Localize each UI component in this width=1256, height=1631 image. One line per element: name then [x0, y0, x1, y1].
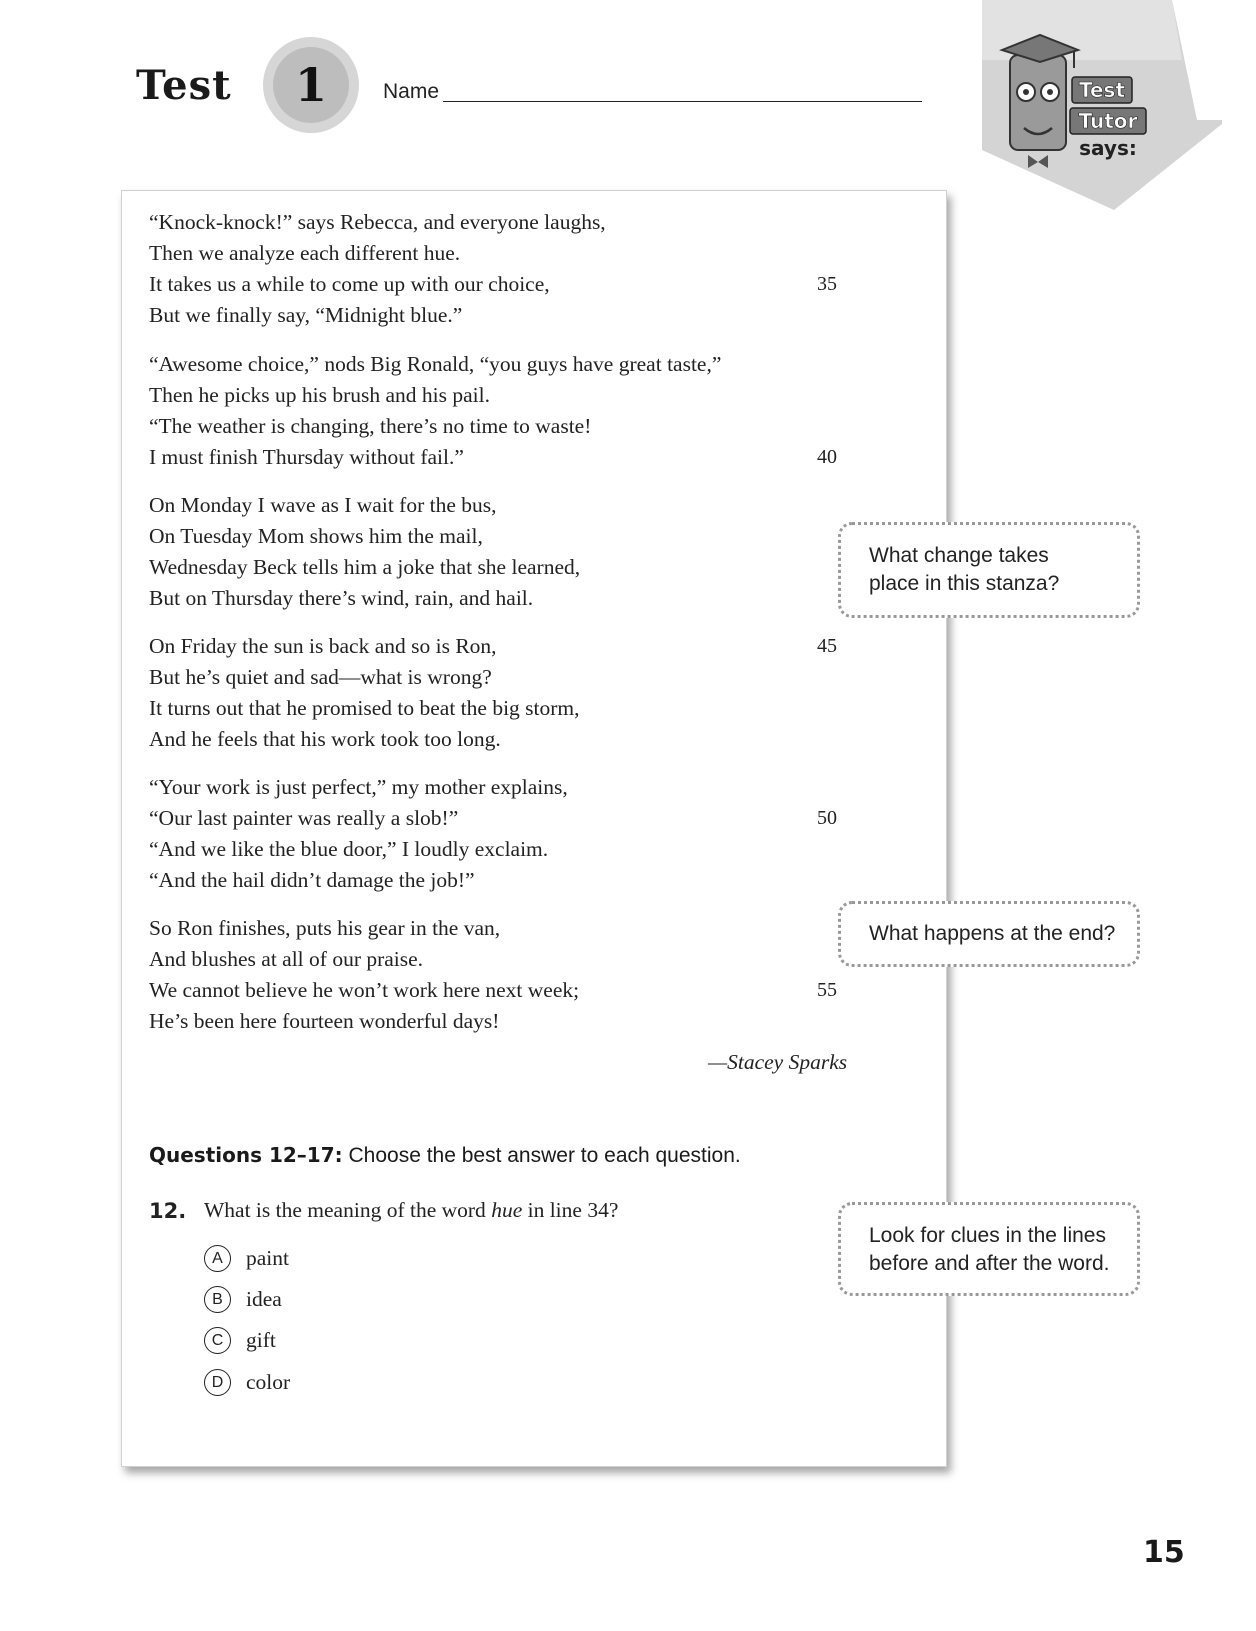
line-number: 40	[817, 446, 837, 468]
poem-line: We cannot believe he won’t work here next week; 55	[149, 975, 869, 1006]
option-text: idea	[246, 1286, 282, 1311]
poem-line: And blushes at all of our praise.	[149, 947, 424, 971]
poem-stanza	[149, 490, 869, 614]
option-bubble[interactable]: B	[204, 1286, 231, 1313]
poem-line: It turns out that he promised to beat the big storm,	[149, 696, 580, 720]
tutor-tip-stanza-change: What change takes place in this stanza?	[838, 522, 1140, 618]
option-text: gift	[246, 1327, 276, 1352]
poem-line: Then we analyze each different hue.	[149, 241, 461, 265]
tutor-tip-clues: Look for clues in the lines before and after the word.	[838, 1202, 1140, 1296]
option-bubble[interactable]: D	[204, 1369, 231, 1396]
question-text: What is the meaning of the word hue in line 34?	[204, 1198, 619, 1222]
poem-stanza	[149, 349, 869, 473]
test-number-badge	[263, 37, 359, 133]
answer-option-c[interactable]	[204, 1325, 276, 1355]
poem-line: Then he picks up his brush and his pail.	[149, 383, 490, 407]
line-number: 55	[817, 979, 837, 1001]
poem-line: And he feels that his work took too long.	[149, 727, 501, 751]
test-number: 1	[273, 47, 349, 123]
poem-line: It takes us a while to come up with our choice, 35	[149, 269, 869, 300]
poem-author: —Stacey Sparks	[708, 1050, 848, 1074]
poem-line: On Tuesday Mom shows him the mail,	[149, 524, 483, 548]
line-number: 35	[817, 273, 837, 295]
test-tutor-mascot	[962, 0, 1222, 210]
poem-stanza	[149, 631, 869, 755]
poem-line: “Your work is just perfect,” my mother explains,	[149, 775, 568, 799]
name-label: Name	[383, 80, 440, 103]
poem-line: But we finally say, “Midnight blue.”	[149, 303, 463, 327]
poem-line: But he’s quiet and sad—what is wrong?	[149, 665, 492, 689]
poem-line: “Knock-knock!” says Rebecca, and everyone laughs,	[149, 210, 606, 234]
answer-option-d[interactable]	[204, 1367, 290, 1397]
poem-line: So Ron finishes, puts his gear in the van,	[149, 916, 501, 940]
questions-instruction	[149, 1143, 741, 1168]
poem-stanza	[149, 913, 869, 1037]
poem-stanza	[149, 772, 869, 896]
test-label: Test	[136, 62, 232, 109]
poem-line: I must finish Thursday without fail.” 40	[149, 442, 869, 473]
poem-line: On Friday the sun is back and so is Ron, 45	[149, 631, 869, 662]
answer-option-a[interactable]	[204, 1243, 289, 1273]
tutor-line1: Test	[1078, 78, 1126, 102]
poem-stanza	[149, 207, 869, 331]
line-number: 45	[817, 635, 837, 657]
option-bubble[interactable]: A	[204, 1245, 231, 1272]
name-field-line[interactable]	[443, 101, 922, 102]
question-number: 12.	[149, 1199, 187, 1223]
option-bubble[interactable]: C	[204, 1327, 231, 1354]
poem-line: “The weather is changing, there’s no time to waste!	[149, 414, 592, 438]
tutor-tip-end: What happens at the end?	[838, 901, 1140, 967]
poem-line: “Our last painter was really a slob!” 50	[149, 803, 869, 834]
poem-line: Wednesday Beck tells him a joke that she learned,	[149, 555, 581, 579]
tutor-line2: Tutor	[1078, 109, 1138, 133]
line-number: 50	[817, 807, 837, 829]
option-text: color	[246, 1369, 291, 1394]
tutor-line3: says:	[1079, 136, 1137, 160]
answer-option-b[interactable]	[204, 1284, 282, 1314]
poem-line: “And we like the blue door,” I loudly exclaim.	[149, 837, 549, 861]
poem-line: But on Thursday there’s wind, rain, and hail.	[149, 586, 534, 610]
poem-line: “And the hail didn’t damage the job!”	[149, 868, 475, 892]
poem-line: “Awesome choice,” nods Big Ronald, “you guys have great taste,”	[149, 352, 722, 376]
option-text: paint	[246, 1245, 289, 1270]
questions-heading: Questions 12–17:	[149, 1143, 343, 1167]
page-number: 15	[1143, 1535, 1185, 1570]
poem-line: He’s been here fourteen wonderful days!	[149, 1009, 500, 1033]
questions-instruction-text: Choose the best answer to each question.	[348, 1144, 741, 1167]
poem-line: On Monday I wave as I wait for the bus,	[149, 493, 497, 517]
